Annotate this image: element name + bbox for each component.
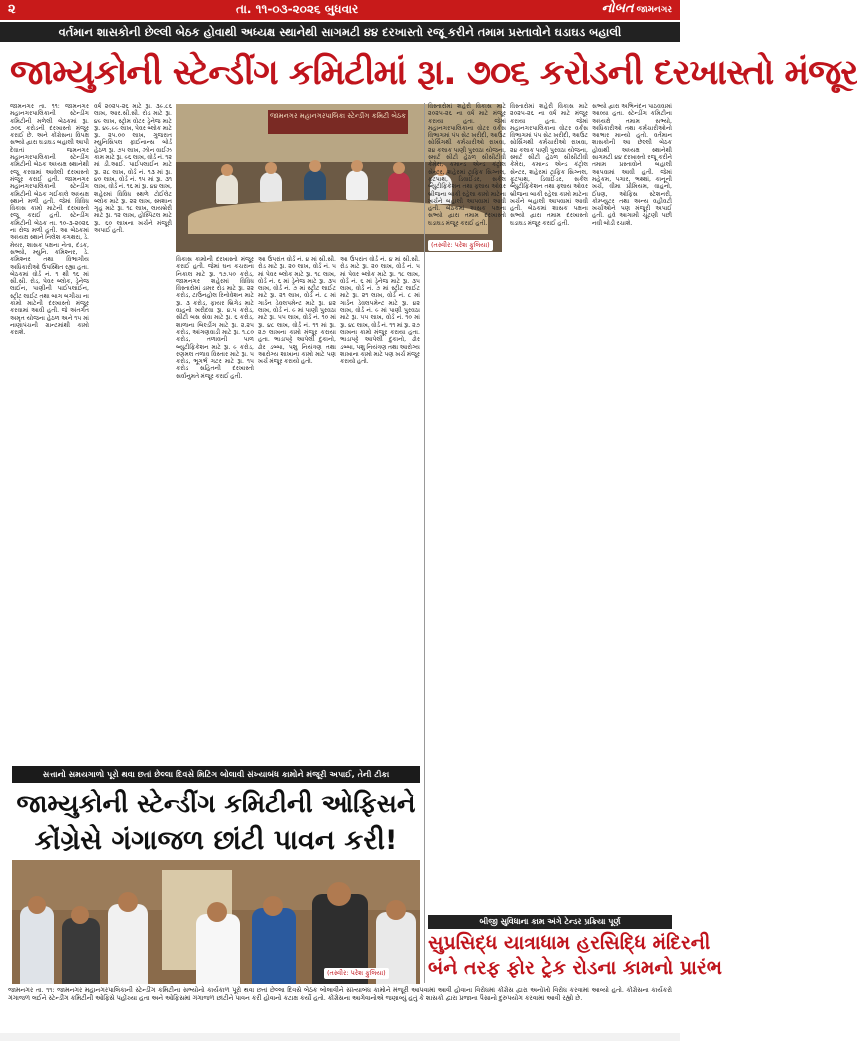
article-column-4: આ ઉપરાંત વોર્ડ નં. ૪ માં સી.સી. રોડ માટે રૂા. ૨૦ લાખ, વોર્ડ નં. ૫ માં પેવર બ્લોક માટે રૂા. ૧૮ લાખ, વોર્ડ નં. ૬ માં ડ્રેનેજ માટે રૂા. ૩૫ લાખ, વોર્ડ નં. ૭ માં સ્ટ્રીટ લાઈટ માટે રૂા. ૨૧ લાખ, વોર્ડ નં. ૮ માં ગાર્ડન ડેવલપમેન્ટ માટે રૂા. ૪૨ લાખ, વોર્ડ નં. ૯ માં પાણી પુરવઠા માટે રૂા. ૫૫ લાખ, વોર્ડ નં. ૧૦ માં રૂા. ૪૮ લાખ, વોર્ડ નં. ૧૧ માં રૂા. ૨૭ લાખના કામો મંજૂર કરાયા હતા. ભાડાપટ્ટે આપેલી દુકાનો, ઢોર ડબ્બા, પશુ નિયંત્રણ તથા આરોગ્ય શાખાના કામો માટે પણ ખર્ચ મંજૂર કરાયો હતો. [258, 256, 336, 366]
photo-person [20, 906, 54, 984]
photo-person-head [221, 164, 233, 176]
photo-person [62, 918, 100, 984]
photo-banner: જામનગર મહાનગરપાલિકા સ્ટેન્ડીંગ કમિટી બેઠક [268, 110, 408, 134]
photo-person-head [327, 882, 351, 906]
article-column-2: વર્ષ ૨૦૨૫-૨૬ માટે રૂા. ૩૯.૮૬ લાખ, આર.સી.સી. રોડ માટે રૂા. ૪૯ લાખ, સ્ટ્રોમ વોટર ડ્રેનેજ માટે રૂા. ૪૯.૯૯ લાખ, પેવર બ્લોક માટે રૂા. ૨૫.૦૦ લાખ, ગુજરાત મ્યુનિસિપલ ફાઈનાન્સ બોર્ડ હેઠળ રૂા. ૭૫ લાખ, ઝોન વાઈઝ કામ માટે રૂા. ૯૬ લાખ, વોર્ડ નં. ૧૨ માં ડી.આઈ. પાઈપલાઈન માટે રૂા. ૨૮ લાખ, વોર્ડ નં. ૧૩ માં રૂા. ૪૦ લાખ, વોર્ડ નં. ૧૫ માં રૂા. ૩૧ લાખ, વોર્ડ નં. ૧૬ માં રૂા. ૪૪ લાખ, શહેરમાં વિવિધ સ્થળે ટોઈલેટ બ્લોક માટે રૂા. ૨૨ લાખ, સ્મશાન ગૃહ માટે રૂા. ૧૮ લાખ, લાયબ્રેરી માટે રૂા. ૧૨ લાખ, હોસ્પિટલ માટે રૂા. ૬૦ લાખના ખર્ચને મંજૂરી અપાઈ હતી. [94, 103, 172, 235]
protest-photo [12, 860, 420, 984]
photo-person-head [71, 906, 89, 924]
second-headline-line-2: કોંગ્રેસે ગંગાજળ છાંટી પાવન કરી! [34, 825, 398, 856]
photo-person-head [207, 902, 227, 922]
newspaper-logo [602, 1, 672, 16]
photo-person-head [386, 900, 406, 920]
sidebar-story-headline-1: સુપ્રસિદ્ધ યાત્રાધામ હરસિદ્ધિ મંદિરની [428, 932, 711, 954]
page-footer-strip [0, 1033, 680, 1041]
main-headline: જામ્યુકોની સ્ટેન્ડીંગ કમિટીમાં રૂા. ૭૦૬ કરોડની દરખાસ્તો મંજૂર [10, 53, 857, 93]
photo-person [346, 170, 368, 200]
photo-person-head [28, 896, 46, 914]
column-divider [424, 103, 425, 983]
sidebar-story-headline-2: બંને તરફ ફોર ટ્રેક રોડના કામનો પ્રારંભ [428, 957, 722, 979]
photo-person [304, 170, 326, 200]
photo-person-head [351, 160, 363, 172]
second-story-kicker: સત્તાનો સમયગાળો પૂરો થવા છતાં છેલ્લા દિવસે મિટિંગ બોલાવી સંખ્યાબંધ કામોને મંજૂરી અપાઈ, તેની ટીકા [12, 766, 420, 783]
photo-person [108, 904, 148, 984]
kicker-strap: વર્તમાન શાસકોની છેલ્લી બેઠક હોવાથી અધ્યક્ષ સ્થાનેથી સાગમટી ૪૪ દરખાસ્તો રજૂ કરીને તમામ પ્રસ્તાવોને ઘડાઘડ બહાલી [0, 22, 680, 42]
page-number: ૨ [8, 2, 16, 17]
logo-text: નોબત [601, 1, 634, 16]
logo-subtitle: જામનગર [636, 5, 672, 15]
article-column-7: વિસ્તારોમાં શહેરી વિકાસ માટે ૨૦૨૫-૨૬ ના વર્ષ માટે મંજૂર કરાયા હતા. જેમાં મહાનગરપાલિકાના વોટર વર્કસ વિભાગમાં પંપ સેટ ખરીદી, આઉટ સોર્સિંગથી કર્મચારીઓ રાખવા, ૨૪ કલાક પાણી પુરવઠા યોજના, સ્માર્ટ સીટી હેઠળ સીસીટીવી કેમેરા, કમાન્ડ એન્ડ કંટ્રોલ સેન્ટર, શહેરમાં ટ્રાફિક સિગ્નલ, ફૂટપાથ, ડિવાઈડર, સર્કલ બ્યુટીફિકેશન તથા ફ્લાય ઓવર બ્રીજના બાકી રહેલા કામો માટેના ખર્ચને બહાલી આપવામાં આવી હતી. બેઠકમાં શાસક પક્ષના સભ્યો દ્વારા તમામ દરખાસ્તો ઘડાઘડ મંજૂર કરાઈ હતી. [510, 103, 588, 227]
article-column-6: વિસ્તારોમાં શહેરી વિકાસ માટે ૨૦૨૫-૨૬ ના વર્ષ માટે મંજૂર કરાયા હતા. જેમાં મહાનગરપાલિકાના વોટર વર્કસ વિભાગમાં પંપ સેટ ખરીદી, આઉટ સોર્સિંગથી કર્મચારીઓ રાખવા, ૨૪ કલાક પાણી પુરવઠા યોજના, સ્માર્ટ સીટી હેઠળ સીસીટીવી કેમેરા, કમાન્ડ એન્ડ કંટ્રોલ સેન્ટર, શહેરમાં ટ્રાફિક સિગ્નલ, ફૂટપાથ, ડિવાઈડર, સર્કલ બ્યુટીફિકેશન તથા ફ્લાય ઓવર બ્રીજના બાકી રહેલા કામો માટેના ખર્ચને બહાલી આપવામાં આવી હતી. બેઠકમાં શાસક પક્ષના સભ્યો દ્વારા તમામ દરખાસ્તો ઘડાઘડ મંજૂર કરાઈ હતી. [428, 103, 506, 227]
photo-person-head [263, 896, 283, 916]
photo-person [196, 914, 240, 984]
second-headline-line-1: જામ્યુકોની સ્ટેન્ડીંગ કમિટીની ઓફિસને [16, 789, 416, 818]
article-column-8: સભ્યો દ્વારા અભિનંદન પાઠવવામાં આવ્યા હતા. સ્ટેન્ડીંગ કમિટીના અધ્યક્ષે તમામ સભ્યો, અધિકારીઓ તથા કર્મચારીઓનો આભાર માન્યો હતો. વર્તમાન શાસકોની આ છેલ્લી બેઠક હોવાથી અધ્યક્ષ સ્થાનેથી સાગમટી ૪૪ દરખાસ્તો રજૂ કરીને તમામ પ્રસ્તાવોને બહાલી આપવામાં આવી હતી. જેમાં મહેકમ, પગાર, ભથ્થાં, કાનૂની ખર્ચ, વીમા પ્રીમિયમ, વાહનો, ઈંધણ, ઓફિસ સ્ટેશનરી, કોમ્પ્યુટર તથા અન્ય વહીવટી ખર્ચાઓને પણ મંજૂરી અપાઈ હતી. હવે આગામી ચૂંટણી પછી નવી બોડી રચાશે. [592, 103, 672, 227]
photo-person-head [265, 162, 277, 174]
page-header [0, 0, 680, 20]
article-column-5: આ ઉપરાંત વોર્ડ નં. ૪ માં સી.સી. રોડ માટે રૂા. ૨૦ લાખ, વોર્ડ નં. ૫ માં પેવર બ્લોક માટે રૂા. ૧૮ લાખ, વોર્ડ નં. ૬ માં ડ્રેનેજ માટે રૂા. ૩૫ લાખ, વોર્ડ નં. ૭ માં સ્ટ્રીટ લાઈટ માટે રૂા. ૨૧ લાખ, વોર્ડ નં. ૮ માં ગાર્ડન ડેવલપમેન્ટ માટે રૂા. ૪૨ લાખ, વોર્ડ નં. ૯ માં પાણી પુરવઠા માટે રૂા. ૫૫ લાખ, વોર્ડ નં. ૧૦ માં રૂા. ૪૮ લાખ, વોર્ડ નં. ૧૧ માં રૂા. ૨૭ લાખના કામો મંજૂર કરાયા હતા. ભાડાપટ્ટે આપેલી દુકાનો, ઢોર ડબ્બા, પશુ નિયંત્રણ તથા આરોગ્ય શાખાના કામો માટે પણ ખર્ચ મંજૂર કરાયો હતો. [340, 256, 420, 366]
photo-caption: (તસ્વીર: પરેશ ફુલિયા) [324, 968, 389, 979]
photo-person [388, 172, 410, 202]
photo-person-head [118, 892, 138, 912]
photo-person-head [393, 162, 405, 174]
photo-person [252, 908, 296, 984]
photo-caption: (તસ્વીર: પરેશ ફુલિયા) [428, 240, 493, 251]
sidebar-story [428, 915, 722, 985]
photo-person [260, 172, 282, 202]
issue-date: તા. ૧૧-૦૩-૨૦૨૬ બુધવાર [236, 2, 359, 16]
article-column-3: વિકાસ કામોની દરખાસ્તો મંજૂર કરાઈ હતી. જેમાં ઘન કચરાના નિકાલ માટે રૂા. ૧૭.૫૦ કરોડ, જામનગર શહેરમાં વિવિધ વિસ્તારોમાં ડામર રોડ માટે રૂા. ૨૨ કરોડ, ટાઉનહોલ રિનોવેશન માટે રૂા. ૩ કરોડ, ફાયર બ્રિગેડ માટે વાહનો ખરીદવા રૂા. ૪.૫ કરોડ, સીટી બસ સેવા માટે રૂા. ૬ કરોડ, શાળાના બિલ્ડીંગ માટે રૂા. ૨.૨૫ કરોડ, આંગણવાડી માટે રૂા. ૧.૮૦ કરોડ, તળાવની પાળ બ્યુટીફિકેશન માટે રૂા. ૯ કરોડ, રણમલ તળાવ વિસ્તાર માટે રૂા. ૫ કરોડ, ભૂગર્ભ ગટર માટે રૂા. ૧૫ કરોડ સહિતની દરખાસ્તો સર્વાનુમતે મંજૂર કરાઈ હતી. [176, 256, 254, 380]
photo-person [216, 174, 238, 204]
article-column-1: જામનગર તા. ૧૧: જામનગર મહાનગરપાલિકાની સ્ટેન્ડીંગ કમિટીની મળેલી બેઠકમાં રૂા. ૭૦૬ કરોડની દરખાસ્તો મંજૂર કરાઈ છે. અને કોંગ્રેસના વિપક્ષ સભ્યો દ્વારા ઘડાઘડ બહાલી આપી દેવાતાં જમનગર મહાનગરપાલિકાની સ્ટેન્ડીંગ કમિટીની બેઠક અધ્યક્ષ સ્થાનેથી રજૂ કરવામાં આવેલી દરખાસ્તો મંજૂર કરાઈ હતી. જામનગર મહાનગરપાલિકાની સ્ટેન્ડીંગ કમિટીની બેઠક ગઈકાલે અધ્યક્ષ સ્થાને મળી હતી. જેમાં વિવિધ વિકાસ કામો માટેની દરખાસ્તો રજૂ કરાઈ હતી. સ્ટેન્ડીંગ કમિટીની બેઠક તા. ૧૦-૩-૨૦૨૬ ના રોજ મળી હતી. આ બેઠકમાં અધ્યક્ષ સ્થાને નિલેશ કગથરા, ડે. મેયર, શાસક પક્ષના નેતા, દંડક, સભ્યો, મ્યુનિ. કમિશ્નર, ડે. કમિશ્નર તથા વિભાગીય અધિકારીઓ ઉપસ્થિત રહ્યા હતા. બેઠકમાં વોર્ડ નં. ૧ થી ૧૬ માં સી.સી. રોડ, પેવર બ્લોક, ડ્રેનેજ લાઈન, પાણીની પાઈપલાઈન, સ્ટ્રીટ લાઈટ તથા બાગ બગીચા ના કામો માટેની દરખાસ્તો મંજૂર કરવામાં આવી હતી. જે અંતર્ગત અમૃત યોજના હેઠળ અને ૧૫ માં નાણાપંચની ગ્રાન્ટમાંથી કામો કરાશે. [10, 103, 89, 337]
second-story-body: જામનગર તા. ૧૧: જામનગર મહાનગરપાલિકાની સ્ટેન્ડીંગ કમિટીના સભ્યોનો કાર્યકાળ પૂરો થવા છતાં છેલ્લા દિવસે બેઠક બોલાવીને સંખ્યાબંધ કામોને મંજૂરી આપવામાં આવી હોવાના વિરોધમાં કોંગ્રેસ દ્વારા અનોખો વિરોધ કરવામાં આવ્યો હતો. કોંગ્રેસના કાર્યકરો ગંગાજળ લઈને સ્ટેન્ડીંગ કમિટીની ઓફિસે પહોંચ્યા હતા અને ઓફિસમાં ગંગાજળ છાંટીને પાવન કરી હોવાનો કટાક્ષ કર્યો હતો. કોંગ્રેસના આગેવાનોએ જણાવ્યું હતું કે શાસકો દ્વારા પ્રજાના પૈસાનો દુરુપયોગ કરવામાં આવી રહ્યો છે. [8, 986, 672, 1002]
photo-person-head [309, 160, 321, 172]
sidebar-story-kicker: બીજી સુવિધાના કામ અંગે ટેન્ડર પ્રક્રિયા પૂર્ણ [428, 915, 672, 929]
